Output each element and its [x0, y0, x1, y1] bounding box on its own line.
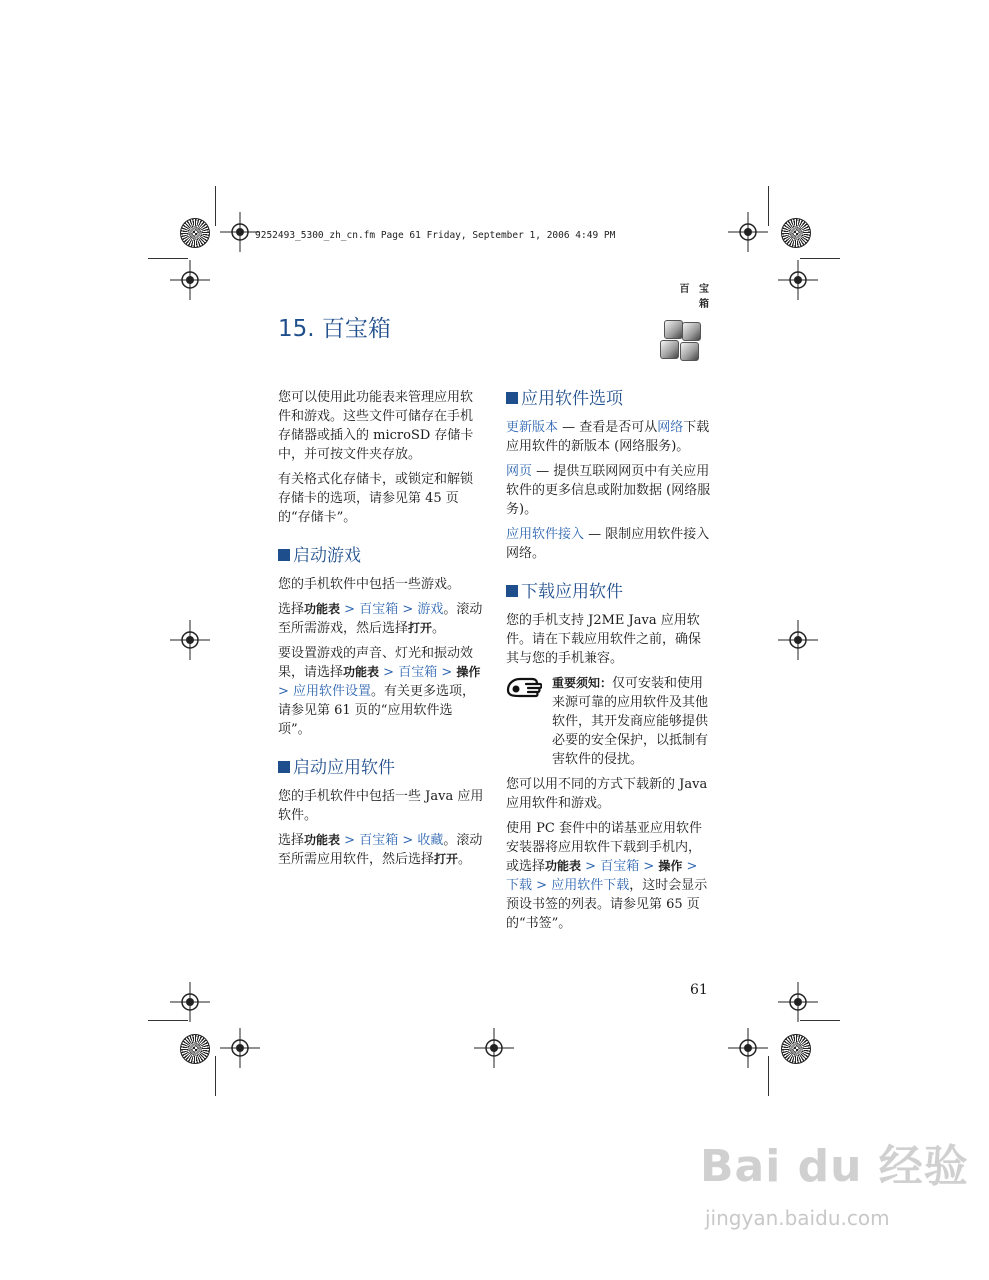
section-heading: 下载应用软件 [506, 581, 713, 603]
paragraph: 选择功能表 > 百宝箱 > 游戏。滚动至所需游戏，然后选择打开。 [278, 602, 483, 636]
right-column [506, 370, 713, 939]
star-target-mark [180, 218, 210, 248]
paragraph: 选择功能表 > 百宝箱 > 收藏。滚动至所需应用软件，然后选择打开。 [278, 833, 483, 867]
section-heading: 启动游戏 [278, 545, 485, 567]
crop-line [148, 1020, 188, 1021]
registration-mark [474, 1028, 514, 1068]
registration-mark [728, 212, 768, 252]
important-note: 重要须知：仅可安装和使用来源可靠的应用软件及其他软件，其开发商应能够提供必要的安全保护，以抵制有害软件的侵扰。 [506, 674, 713, 769]
pointing-hand-icon [506, 676, 542, 706]
crop-line [800, 1020, 840, 1021]
option-item: 更新版本 — 查看是否可从网络下载应用软件的新版本 (网络服务)。 [506, 420, 710, 454]
registration-mark [778, 620, 818, 660]
watermark-url: jingyan.baidu.com [705, 1206, 890, 1230]
left-column [278, 388, 485, 875]
option-item: 应用软件接入 — 限制应用软件接入网络。 [506, 527, 710, 561]
paragraph: 您的手机支持 J2ME Java 应用软件。请在下载应用软件之前，确保其与您的手机兼容。 [506, 613, 702, 666]
paragraph: 使用 PC 套件中的诺基亚应用软件安装器将应用软件下载到手机内，或选择功能表 > 百宝箱 > 操作 > 下载 > 应用软件下载，这时会显示预设书签的列表。请参见第 65 页的“书签”。 [506, 821, 708, 931]
heading-square-icon [506, 585, 518, 597]
watermark-logo: Bai du 经验 [700, 1141, 969, 1192]
registration-mark [728, 1028, 768, 1068]
crop-line [148, 258, 188, 259]
paragraph: 您可以用不同的方式下载新的 Java 应用软件和游戏。 [506, 777, 708, 811]
registration-mark [170, 620, 210, 660]
registration-mark [170, 982, 210, 1022]
paragraph: 要设置游戏的声音、灯光和振动效果，请选择功能表 > 百宝箱 > 操作 > 应用软件设置。有关更多选项，请参见第 61 页的“应用软件选项”。 [278, 646, 481, 737]
paragraph: 您的手机软件中包括一些 Java 应用软件。 [278, 789, 484, 823]
registration-mark [170, 260, 210, 300]
crop-line [768, 1056, 769, 1096]
registration-mark [778, 260, 818, 300]
heading-square-icon [506, 392, 518, 404]
heading-square-icon [278, 761, 290, 773]
page-number: 61 [690, 982, 708, 998]
chapter-name: 百宝箱 [321, 316, 391, 342]
registration-mark [220, 212, 260, 252]
chapter-number: 15. [278, 316, 315, 342]
crop-line [800, 258, 840, 259]
paragraph: 您的手机软件中包括一些游戏。 [278, 577, 461, 592]
registration-mark [778, 982, 818, 1022]
crop-line [768, 186, 769, 226]
section-heading: 启动应用软件 [278, 757, 485, 779]
chapter-title [278, 310, 391, 343]
star-target-mark [781, 218, 811, 248]
running-head: 百 宝 箱 [679, 284, 712, 310]
intro-paragraph: 您可以使用此功能表来管理应用软件和游戏。这些文件可储存在手机存储器或插入的 microSD 存储卡中，并可按文件夹存放。 [278, 390, 474, 462]
crop-line [215, 1056, 216, 1096]
section-heading: 应用软件选项 [506, 388, 713, 410]
intro-paragraph: 有关格式化存储卡，或锁定和解锁存储卡的选项，请参见第 45 页的“存储卡”。 [278, 472, 474, 525]
option-item: 网页 — 提供互联网网页中有关应用软件的更多信息或附加数据 (网络服务)。 [506, 464, 711, 517]
star-target-mark [781, 1034, 811, 1064]
file-slug: 9252493_5300_zh_cn.fm Page 61 Friday, September 1, 2006 4:49 PM [255, 230, 616, 241]
heading-square-icon [278, 549, 290, 561]
crop-line [215, 186, 216, 226]
registration-mark [220, 1028, 260, 1068]
collection-icon [660, 320, 700, 360]
star-target-mark [180, 1034, 210, 1064]
